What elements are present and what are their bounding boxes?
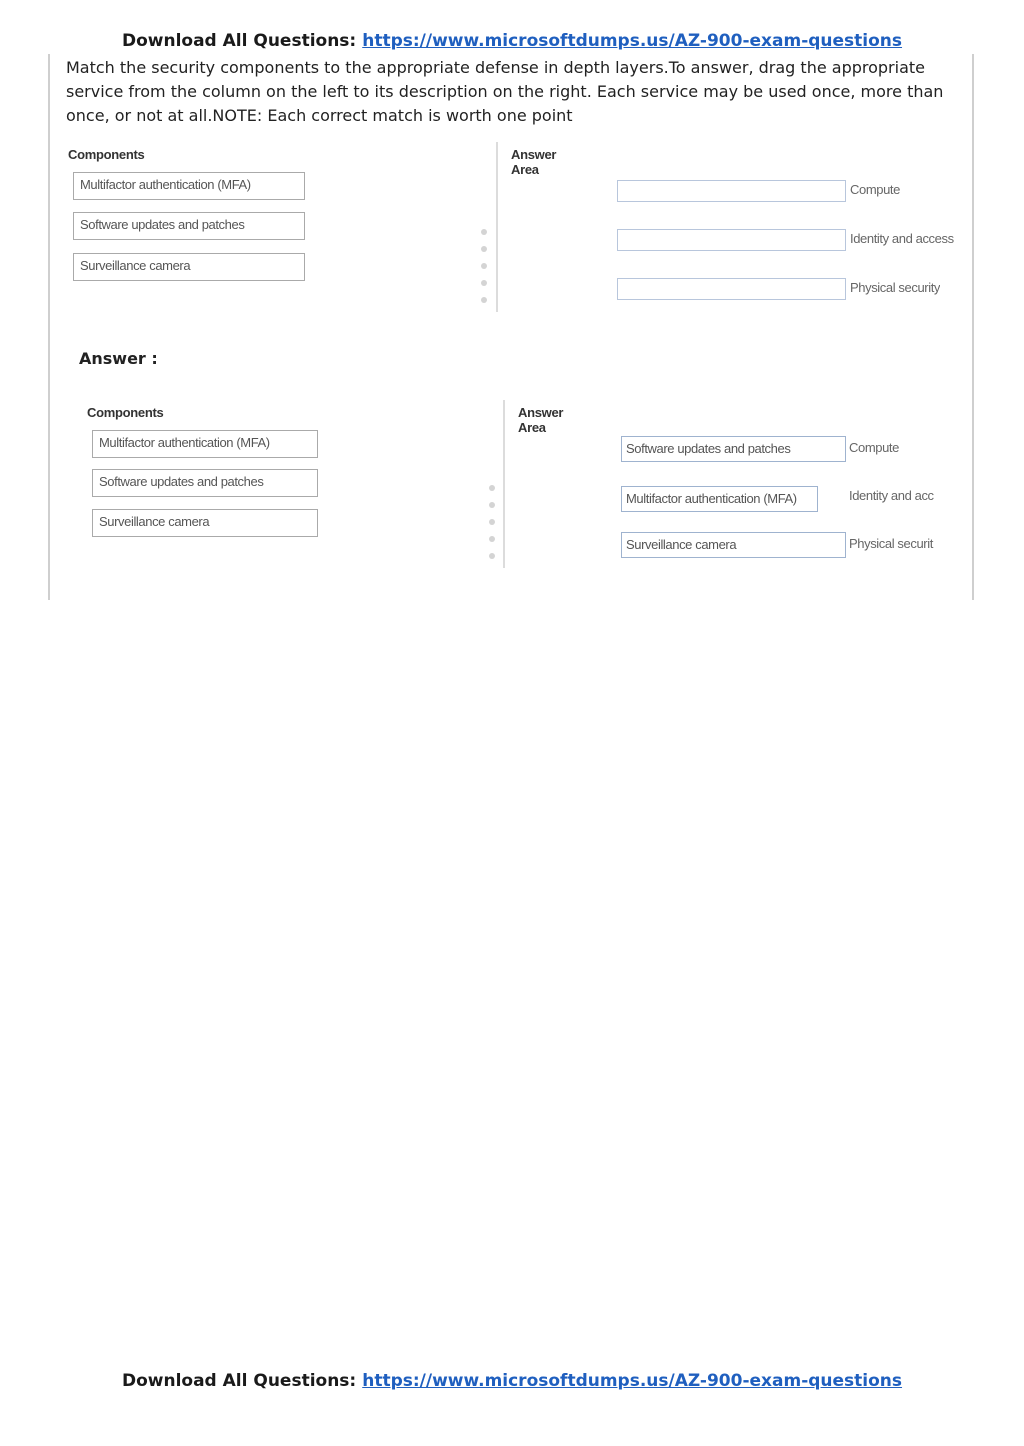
question-text: Match the security components to the appropriate defense in depth layers.To answer, drag the appropriate service from the column on the left to its description on the right. Each service may be used once, more than once, or not at all.NOTE: Each correct match is worth one point <box>66 58 944 125</box>
components-heading: Components <box>68 147 145 162</box>
drag-dots <box>481 229 489 314</box>
answer-area-heading: Answer Area <box>511 147 557 177</box>
download-label-bottom: Download All Questions: <box>121 1371 357 1391</box>
component-mfa[interactable]: Multifactor authentication (MFA) <box>73 172 305 200</box>
answer-components-heading: Components <box>87 405 164 420</box>
answer-match-physical[interactable]: Surveillance camera <box>621 532 846 558</box>
answer-layer-identity: Identity and acc <box>849 488 934 503</box>
answer-drag-dots <box>489 485 497 570</box>
answer-component-mfa[interactable]: Multifactor authentication (MFA) <box>92 430 318 458</box>
answer-layer-physical: Physical securit <box>849 536 933 551</box>
download-link-bottom[interactable]: https://www.microsoftdumps.us/AZ-900-exam-questions <box>362 1371 903 1391</box>
drop-target-compute[interactable] <box>617 180 846 202</box>
download-banner-top <box>0 31 1024 51</box>
answer-component-software-updates[interactable]: Software updates and patches <box>92 469 318 497</box>
component-surveillance-camera[interactable]: Surveillance camera <box>73 253 305 281</box>
panel-divider <box>496 142 498 312</box>
drop-target-physical[interactable] <box>617 278 846 300</box>
download-label: Download All Questions: <box>121 31 357 51</box>
download-banner-bottom <box>0 1371 1024 1391</box>
answer-layer-compute: Compute <box>849 440 899 455</box>
answer-answer-area-heading: Answer Area <box>518 405 564 435</box>
drop-target-identity[interactable] <box>617 229 846 251</box>
layer-identity-access: Identity and access <box>850 231 954 246</box>
layer-physical-security: Physical security <box>850 280 941 295</box>
answer-match-compute[interactable]: Software updates and patches <box>621 436 846 462</box>
answer-panel-divider <box>503 400 505 568</box>
component-software-updates[interactable]: Software updates and patches <box>73 212 305 240</box>
answer-match-identity[interactable]: Multifactor authentication (MFA) <box>621 486 818 512</box>
download-link[interactable]: https://www.microsoftdumps.us/AZ-900-exam-questions <box>362 31 903 51</box>
answer-label: Answer : <box>79 349 158 368</box>
layer-compute: Compute <box>850 182 900 197</box>
answer-component-surveillance-camera[interactable]: Surveillance camera <box>92 509 318 537</box>
